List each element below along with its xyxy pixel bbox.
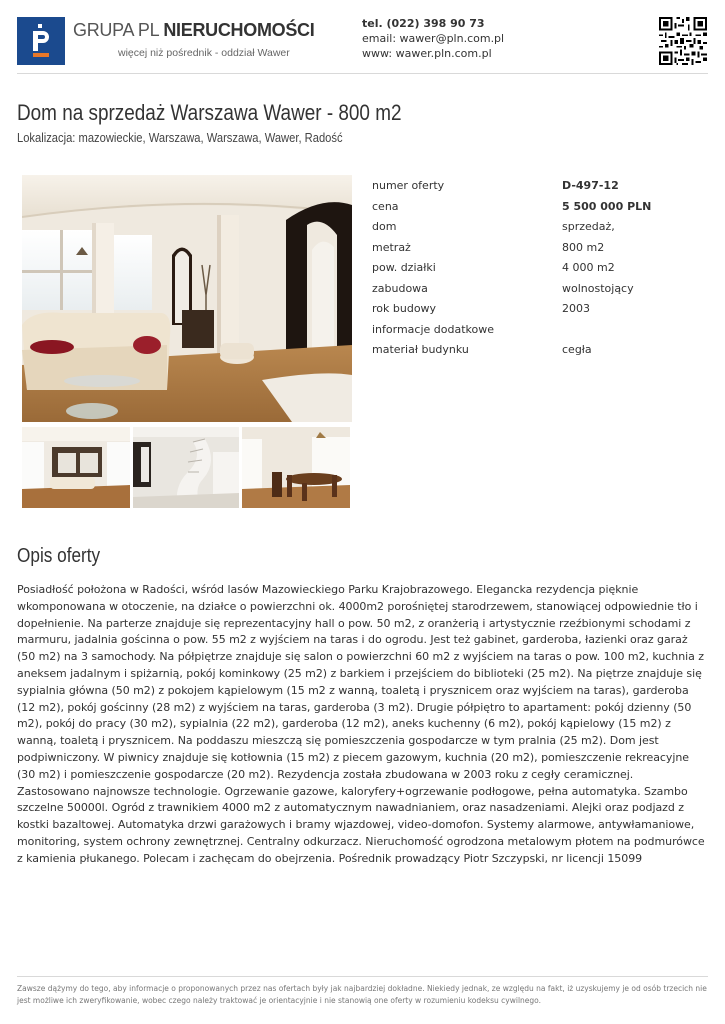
main-photo[interactable] bbox=[22, 175, 352, 422]
description-text: Posiadłość położona w Radości, wśród lasów Mazowieckiego Parku Krajobrazowego. Elegancka rezydencja pięknie wkomponowana w otoczenie, na działce o powierzchni ok. 4000m2 porośniętej starodrzewem, stanowiącej odpowiednie tło i dopełnienie. Na parterze znajduje się reprezentacyjny hall o pow. 50 m2, z oranżerią i artystycznie rzeźbionymi schodami z marmuru, jadalnia gościnna o pow. 55 m2 z wyjściem na taras i do ogrodu. Jest też gabinet, garderoba, łazienki oraz garaż (50 m2) na 3 samochody. Na półpiętrze znajduje się salon o powierzchni 60 m2 z wyjściem na taras o pow. 100 m2, kuchnia z aneksem jadalnym i spiżarnią, pokój kominkowy (25 m2) z barkiem i przejściem do biblioteki (25 m2). Na piętrze znajduje się sypialnia główna (50 m2) z pokojem kąpielowym (15 m2 z wanną, toaletą i prysznicem oraz wyjściem na taras), garderoba (12 m2), pokój gościnny (28 m2) z wyjściem na taras, garderoba (3 m2). Drugie półpiętro to apartament: pokój dzienny (50 m2), pokój do pracy (30 m2), sypialnia (22 m2), garderoba (12 m2), aneks kuchenny (6 m2), pokój kąpielowy (15 m2) z wanną, toaletą i prysznicem. Na poddaszu mieszczą się pomieszczenia gospodarcze w tym pralnia (25 m2). Dom jest podpiwniczony. W piwnicy znajduje się kotłownia (15 m2) z piecem gazowym, kuchnia (20 m2), pomieszczenie rekreacyjne (30 m2) i pomieszczenie gospodarcze (20 m2). Rezydencja została zbudowana w 2003 roku z cegły ceramicznej. Zastosowano najnowsze technologie. Ogrzewanie gazowe, kaloryfery+ogrzewanie podłogowe, pełna automatyka. Szambo szczelne 50000l. Ogród z trawnikiem 4000 m2 z automatycznym nawadnianiem, oraz nasadzeniami. Alejki oraz podjazd z kostki bazaltowej. Automatyka drzwi garażowych i bramy wjazdowej, video-domofon. Systemy alarmowe, antywłamaniowe, monitoring, system ochrony zewnętrznej. Centralny odkurzacz. Nieruchomość ogrodzona metalowym płotem na podmurówce z kamienia płukanego. Polecam i zachęcam do obejrzenia. Pośrednik prowadzący Piotr Szczypski, nr licencji 15099 bbox=[17, 583, 705, 865]
qr-code-icon bbox=[659, 17, 707, 65]
brand-bold: NIERUCHOMOŚCI bbox=[163, 20, 315, 40]
brand-name bbox=[73, 20, 314, 41]
thumbnail-photo-1[interactable] bbox=[22, 427, 130, 508]
footer-disclaimer: Zawsze dążymy do tego, aby informacje o proponowanych przez nas ofertach były jak najbardziej dokładne. Niekiedy jednak, ze względu na fakt, iż uzyskujemy je od osób trzecich nie jest możliwe ich zweryfikowanie, wobec czego należy traktować je orientacyjnie i nie stanowią one oferty w rozumieniu kodeksu cywilnego. bbox=[17, 984, 707, 1005]
contact-info bbox=[362, 16, 504, 61]
detail-value: D-497-12 bbox=[562, 179, 619, 192]
brand-light: GRUPA PL bbox=[73, 20, 164, 40]
detail-label: informacje dodatkowe bbox=[372, 322, 495, 336]
thumbnail-photo-2[interactable] bbox=[133, 427, 239, 508]
detail-label: materiał budynku bbox=[372, 343, 469, 356]
detail-label: dom bbox=[372, 220, 397, 233]
listing-location: Lokalizacja: mazowieckie, Warszawa, Warszawa, Wawer, Radość bbox=[17, 130, 343, 145]
footer-divider bbox=[17, 976, 708, 977]
phone-number[interactable]: tel. (022) 398 90 73 bbox=[362, 17, 485, 30]
pl-logo-icon bbox=[29, 24, 53, 58]
detail-label: rok budowy bbox=[372, 302, 437, 315]
description-heading: Opis oferty bbox=[17, 545, 101, 567]
detail-label: cena bbox=[372, 199, 399, 213]
detail-value: 4 000 m2 bbox=[562, 261, 615, 274]
detail-value: wolnostojący bbox=[562, 281, 634, 295]
detail-value: cegła bbox=[562, 343, 592, 356]
email-address[interactable]: email: wawer@pln.com.pl bbox=[362, 32, 505, 45]
detail-label: zabudowa bbox=[372, 281, 428, 295]
detail-label: pow. działki bbox=[372, 261, 436, 274]
brand-tagline: więcej niż pośrednik - oddział Wawer bbox=[118, 47, 290, 59]
detail-label: numer oferty bbox=[372, 179, 445, 192]
website-address[interactable]: www: wawer.pln.com.pl bbox=[362, 47, 492, 60]
listing-title: Dom na sprzedaż Warszawa Wawer - 800 m2 bbox=[17, 100, 402, 125]
header-divider bbox=[17, 73, 708, 74]
detail-value: 800 m2 bbox=[562, 240, 605, 254]
thumbnail-photo-3[interactable] bbox=[242, 427, 350, 508]
detail-label: metraż bbox=[372, 240, 411, 254]
company-logo[interactable] bbox=[17, 17, 65, 65]
detail-value: 5 500 000 PLN bbox=[562, 199, 652, 213]
detail-value: sprzedaż, bbox=[562, 220, 615, 233]
detail-value: 2003 bbox=[562, 302, 590, 315]
